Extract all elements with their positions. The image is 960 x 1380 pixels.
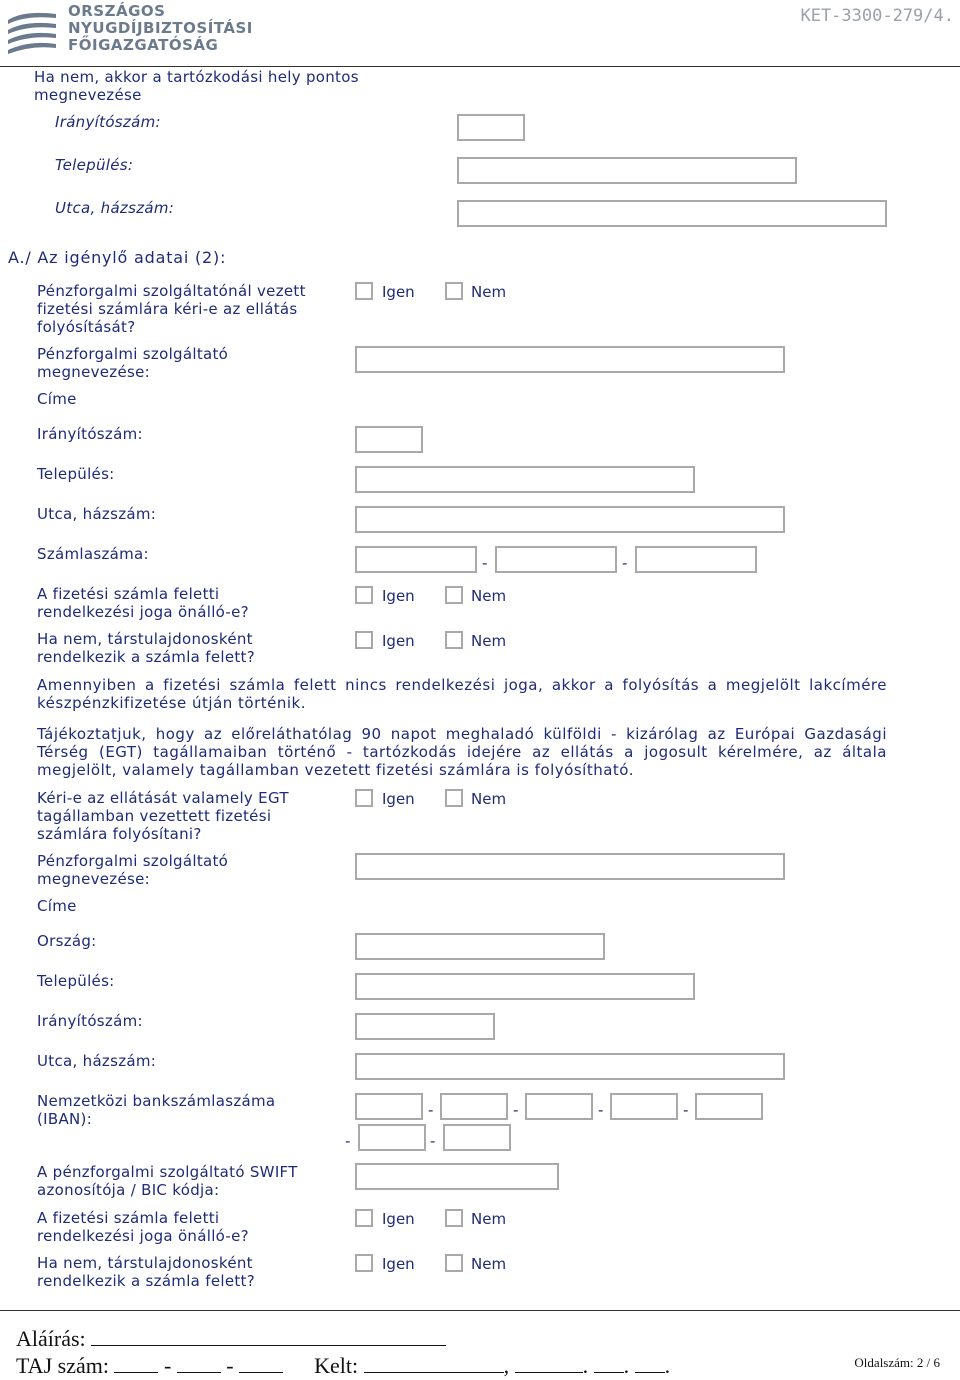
q-account-yes-checkbox[interactable] — [355, 282, 373, 300]
iban-part-4[interactable] — [610, 1093, 678, 1120]
address-label: Címe — [37, 390, 77, 408]
q-co-owner-yes-checkbox[interactable] — [355, 631, 373, 649]
provider-name-field[interactable] — [355, 346, 785, 373]
logo — [6, 6, 58, 56]
iban-part-3[interactable] — [525, 1093, 593, 1120]
iban-part-6[interactable] — [358, 1124, 426, 1151]
foreign-country-label: Ország: — [37, 932, 97, 950]
street-field[interactable] — [355, 506, 785, 533]
page-number: Oldalszám: 2 / 6 — [854, 1355, 940, 1370]
taj-part-2[interactable] — [177, 1352, 221, 1373]
iban-dash-6: - — [430, 1132, 436, 1150]
provider-name-label: Pénzforgalmi szolgáltató megnevezése: — [37, 345, 229, 381]
date-month-line[interactable] — [594, 1352, 624, 1373]
q-co-owner-no-checkbox[interactable] — [445, 631, 463, 649]
iban-dash-4: - — [683, 1101, 689, 1119]
foreign-provider-name-field[interactable] — [355, 853, 785, 880]
foreign-city-label: Település: — [37, 972, 115, 990]
q-account-yes-label: Igen — [382, 283, 415, 301]
foreign-q-co-owner-no-checkbox[interactable] — [445, 1254, 463, 1272]
foreign-q-independent-yes-label: Igen — [382, 1210, 415, 1228]
iban-part-5[interactable] — [695, 1093, 763, 1120]
note-cash: Amennyiben a fizetési számla felett nincs rendelkezési joga, akkor a folyósítás a megjelölt lakcímére készpénzkifizetése útján történik. — [37, 676, 887, 712]
taj-dash-1: - — [163, 1353, 172, 1378]
stay-intro: Ha nem, akkor a tartózkodási hely pontos megnevezése — [34, 68, 359, 104]
header-rule — [0, 66, 960, 67]
stay-city-label: Település: — [55, 156, 134, 174]
account-part-1[interactable] — [355, 546, 477, 573]
stay-zip-label: Irányítószám: — [55, 113, 161, 131]
foreign-q-independent-no-checkbox[interactable] — [445, 1209, 463, 1227]
swift-field[interactable] — [355, 1163, 559, 1190]
q-independent-yes-label: Igen — [382, 587, 415, 605]
q-independent-no-label: Nem — [471, 587, 507, 605]
account-dash-1: - — [482, 554, 488, 572]
iban-label: Nemzetközi bankszámlaszáma (IBAN): — [37, 1092, 276, 1128]
q-co-owner-yes-label: Igen — [382, 632, 415, 650]
date-day-line[interactable] — [635, 1352, 665, 1373]
account-part-2[interactable] — [495, 546, 617, 573]
date-year-line[interactable] — [515, 1352, 583, 1373]
signature-row — [16, 1325, 446, 1352]
foreign-q-co-owner-yes-label: Igen — [382, 1255, 415, 1273]
q-co-owner-no-label: Nem — [471, 632, 507, 650]
account-label: Számlaszáma: — [37, 545, 149, 563]
doc-code: KET-3300-279/4. — [800, 6, 954, 26]
street-label: Utca, házszám: — [37, 505, 157, 523]
date-comma: , — [503, 1353, 510, 1378]
foreign-q-co-owner-yes-checkbox[interactable] — [355, 1254, 373, 1272]
signature-line[interactable] — [91, 1325, 446, 1346]
foreign-country-field[interactable] — [355, 933, 605, 960]
q-eea-yes-checkbox[interactable] — [355, 789, 373, 807]
org-line-2: NYUGDÍJBIZTOSÍTÁSI — [68, 19, 253, 37]
foreign-street-label: Utca, házszám: — [37, 1052, 157, 1070]
foreign-provider-name-label: Pénzforgalmi szolgáltató megnevezése: — [37, 852, 229, 888]
q-eea-yes-label: Igen — [382, 790, 415, 808]
logo-icon — [6, 6, 58, 56]
date-dot-3: . — [664, 1353, 671, 1378]
q-independent-label: A fizetési számla feletti rendelkezési joga önálló-e? — [37, 585, 249, 621]
foreign-zip-label: Irányítószám: — [37, 1012, 143, 1030]
iban-part-2[interactable] — [440, 1093, 508, 1120]
foreign-q-independent-label: A fizetési számla feletti rendelkezési joga önálló-e? — [37, 1209, 249, 1245]
q-independent-no-checkbox[interactable] — [445, 586, 463, 604]
foreign-q-independent-yes-checkbox[interactable] — [355, 1209, 373, 1227]
iban-dash-3: - — [598, 1101, 604, 1119]
account-part-3[interactable] — [635, 546, 757, 573]
foreign-q-co-owner-no-label: Nem — [471, 1255, 507, 1273]
foreign-address-label: Címe — [37, 897, 77, 915]
date-dot-2: . — [623, 1353, 630, 1378]
q-account-label: Pénzforgalmi szolgáltatónál vezett fizetési számlára kéri-e az ellátás folyósítását? — [37, 282, 306, 336]
date-dot-1: . — [582, 1353, 589, 1378]
city-label: Település: — [37, 465, 115, 483]
taj-label: TAJ szám: — [16, 1353, 109, 1378]
stay-street-label: Utca, házszám: — [55, 199, 175, 217]
taj-part-1[interactable] — [114, 1352, 158, 1373]
q-co-owner-label: Ha nem, társtulajdonosként rendelkezik a számla felett? — [37, 630, 255, 666]
foreign-zip-field[interactable] — [355, 1013, 495, 1040]
q-eea-no-checkbox[interactable] — [445, 789, 463, 807]
zip-label: Irányítószám: — [37, 425, 143, 443]
foreign-street-field[interactable] — [355, 1053, 785, 1080]
org-line-1: ORSZÁGOS — [68, 2, 166, 20]
iban-dash-2: - — [513, 1101, 519, 1119]
q-independent-yes-checkbox[interactable] — [355, 586, 373, 604]
foreign-city-field[interactable] — [355, 973, 695, 1000]
swift-label: A pénzforgalmi szolgáltató SWIFT azonosítója / BIC kódja: — [37, 1163, 298, 1199]
note-eea: Tájékoztatjuk, hogy az előreláthatólag 90 napot meghaladó külföldi - kizárólag az Európai Gazdasági Térség (EGT) tagállamaiban történő - tartózkodás idejére az ellátás a jogosult kérelmére, az általa megjelölt, valamely tagállamban vezetett fizetési számlára is folyósítható. — [37, 725, 887, 779]
section-heading: A./ Az igénylő adatai (2): — [8, 248, 227, 267]
stay-zip-field[interactable] — [457, 114, 525, 141]
account-dash-2: - — [622, 554, 628, 572]
iban-part-1[interactable] — [355, 1093, 423, 1120]
taj-row — [16, 1352, 670, 1379]
stay-city-field[interactable] — [457, 157, 797, 184]
foreign-q-co-owner-label: Ha nem, társtulajdonosként rendelkezik a számla felett? — [37, 1254, 255, 1290]
iban-dash-1: - — [428, 1101, 434, 1119]
q-account-no-label: Nem — [471, 283, 507, 301]
q-account-no-checkbox[interactable] — [445, 282, 463, 300]
foreign-q-independent-no-label: Nem — [471, 1210, 507, 1228]
iban-dash-5: - — [345, 1132, 351, 1150]
taj-dash-2: - — [226, 1353, 234, 1378]
q-eea-label: Kéri-e az ellátását valamely EGT tagállamban vezettett fizetési számlára folyósítani? — [37, 789, 289, 843]
city-field[interactable] — [355, 466, 695, 493]
date-label: Kelt: — [314, 1353, 359, 1378]
date-place-line[interactable] — [364, 1352, 504, 1373]
taj-part-3[interactable] — [239, 1352, 283, 1373]
org-name — [68, 3, 253, 54]
stay-street-field[interactable] — [457, 200, 887, 227]
org-line-3: FŐIGAZGATÓSÁG — [68, 36, 219, 54]
signature-label: Aláírás: — [16, 1326, 86, 1351]
q-eea-no-label: Nem — [471, 790, 507, 808]
zip-field[interactable] — [355, 426, 423, 453]
footer-rule — [0, 1310, 960, 1311]
iban-part-7[interactable] — [443, 1124, 511, 1151]
